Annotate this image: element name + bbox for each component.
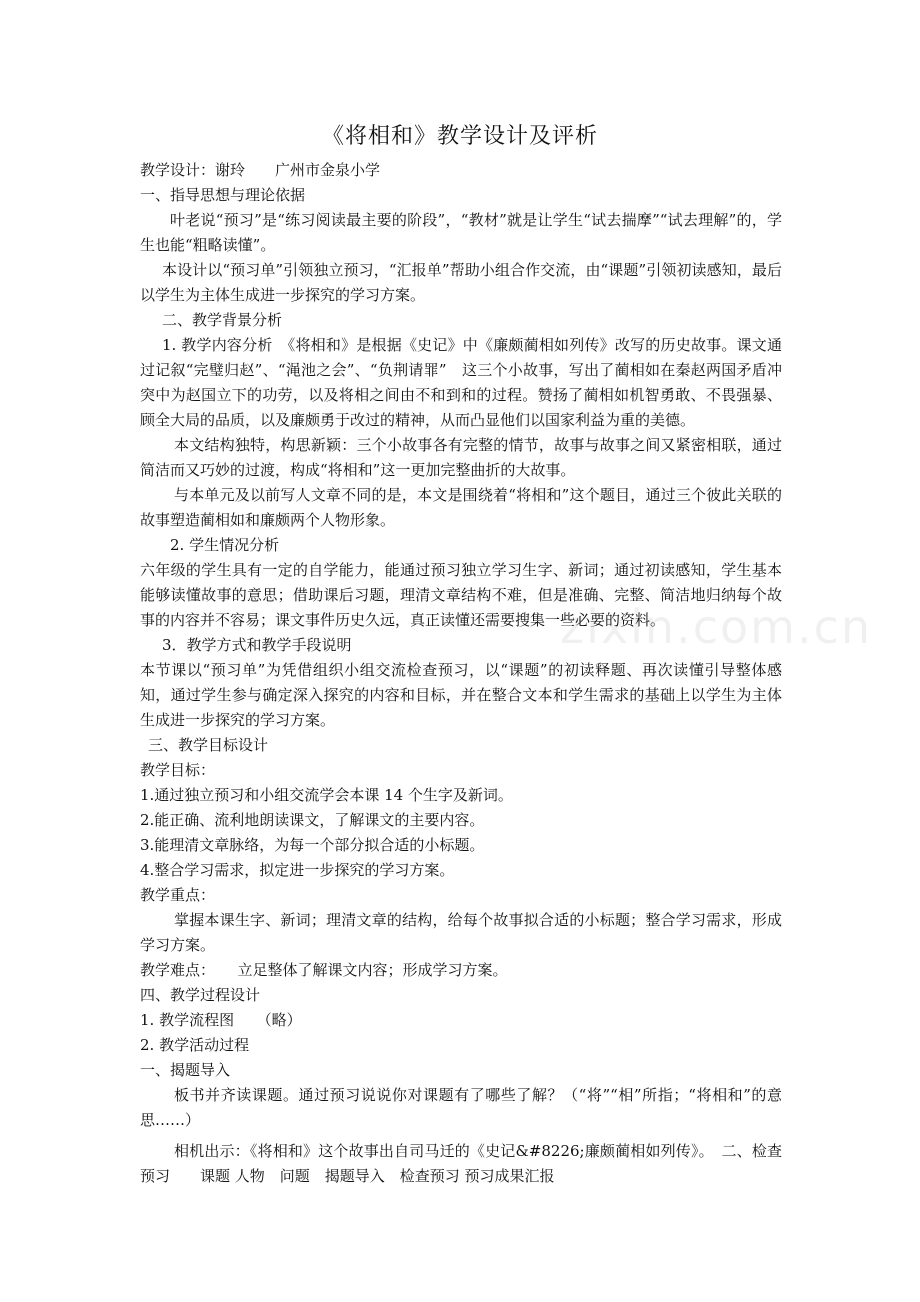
document-title: 《将相和》教学设计及评析 xyxy=(321,124,598,149)
label: 教学目标： xyxy=(140,761,216,779)
paragraph: 1. 教学内容分析 《将相和》是根据《史记》中《廉颇蔺相如列传》改写的历史故事。课文通过记叙“完璧归赵”、“渑池之会”、“负荆请罪” 这三个小故事，写出了蔺相如在秦赵两国矛盾冲突中为赵国立下的功劳，以及将相之间由不和到和的过程。赞扬了蔺相如机智勇敢、不畏强暴、顾全大局的品质，以及廉颇勇于改过的精神，从而凸显他们以国家利益为重的美德。 xyxy=(140,336,782,429)
section-heading: 一、揭题导入 xyxy=(140,1061,231,1079)
paragraph: 掌握本课生字、新词；理清文章的结构，给每个故事拟合适的小标题；整合学习需求，形成学习方案。 xyxy=(140,911,782,954)
list-item: 1.通过独立预习和小组交流学会本课 14 个生字及新词。 xyxy=(140,786,513,804)
section-heading: 三、教学目标设计 xyxy=(148,736,269,754)
section-heading: 3．教学方式和教学手段说明 xyxy=(162,636,352,654)
paragraph: 叶老说“预习”是“练习阅读最主要的阶段”，“教材”就是让学生“试去揣摩”“试去理解”的，学生也能“粗略读懂”。 xyxy=(140,211,782,254)
watermark: zixin.com.cn xyxy=(560,600,873,654)
paragraph: 本节课以“预习单”为凭借组织小组交流检查预习，以“课题”的初读释题、再次读懂引导整体感知，通过学生参与确定深入探究的内容和目标，并在整合文本和学生需求的基础上以学生为主体生成进一步探究的学习方案。 xyxy=(140,661,782,729)
section-heading: 四、教学过程设计 xyxy=(140,986,261,1004)
paragraph: 本文结构独特，构思新颖：三个小故事各有完整的情节，故事与故事之间又紧密相联，通过简洁而又巧妙的过渡，构成“将相和”这一更加完整曲折的大故事。 xyxy=(140,436,782,479)
list-item: 2.能正确、流利地朗读课文，了解课文的主要内容。 xyxy=(140,811,485,829)
paragraph: 教学难点： 立足整体了解课文内容；形成学习方案。 xyxy=(140,961,508,979)
section-heading: 一、指导思想与理论依据 xyxy=(140,186,306,204)
paragraph: 六年级的学生具有一定的自学能力，能通过预习独立学习生字、新词；通过初读感知，学生基本能够读懂故事的意思；借助课后习题，理清文章结构不难，但是准确、完整、简洁地归纳每个故事的内容并不容易；课文事件历史久远，真正读懂还需要搜集一些必要的资料。 xyxy=(140,561,782,629)
paragraph: 板书并齐读课题。通过预习说说你对课题有了哪些了解？（“将”“相”所指；“将相和”的意思……） xyxy=(140,1086,782,1129)
author-line: 教学设计：谢玲 广州市金泉小学 xyxy=(140,161,381,179)
document-body xyxy=(140,158,782,1189)
list-item: 4.整合学习需求，拟定进一步探究的学习方案。 xyxy=(140,861,455,879)
paragraph: 与本单元及以前写人文章不同的是，本文是围绕着“将相和”这个题目，通过三个彼此关联的故事塑造蔺相如和廉颇两个人物形象。 xyxy=(140,486,782,529)
list-item: 2. 教学活动过程 xyxy=(140,1036,250,1054)
section-heading: 二、教学背景分析 xyxy=(162,311,283,329)
paragraph: 本设计以“预习单”引领独立预习，“汇报单”帮助小组合作交流，由“课题”引领初读感知，最后以学生为主体生成进一步探究的学习方案。 xyxy=(140,261,782,304)
list-item: 3.能理清文章脉络，为每一个部分拟合适的小标题。 xyxy=(140,836,485,854)
paragraph: 相机出示：《将相和》这个故事出自司马迁的《史记&#8226;廉颇蔺相如列传》。 二、检查预习 课题 人物 问题 揭题导入 检查预习 预习成果汇报 xyxy=(140,1142,782,1185)
list-item: 1. 教学流程图 （略） xyxy=(140,1011,302,1029)
label: 教学重点： xyxy=(140,886,216,904)
section-heading: 2. 学生情况分析 xyxy=(170,536,280,554)
